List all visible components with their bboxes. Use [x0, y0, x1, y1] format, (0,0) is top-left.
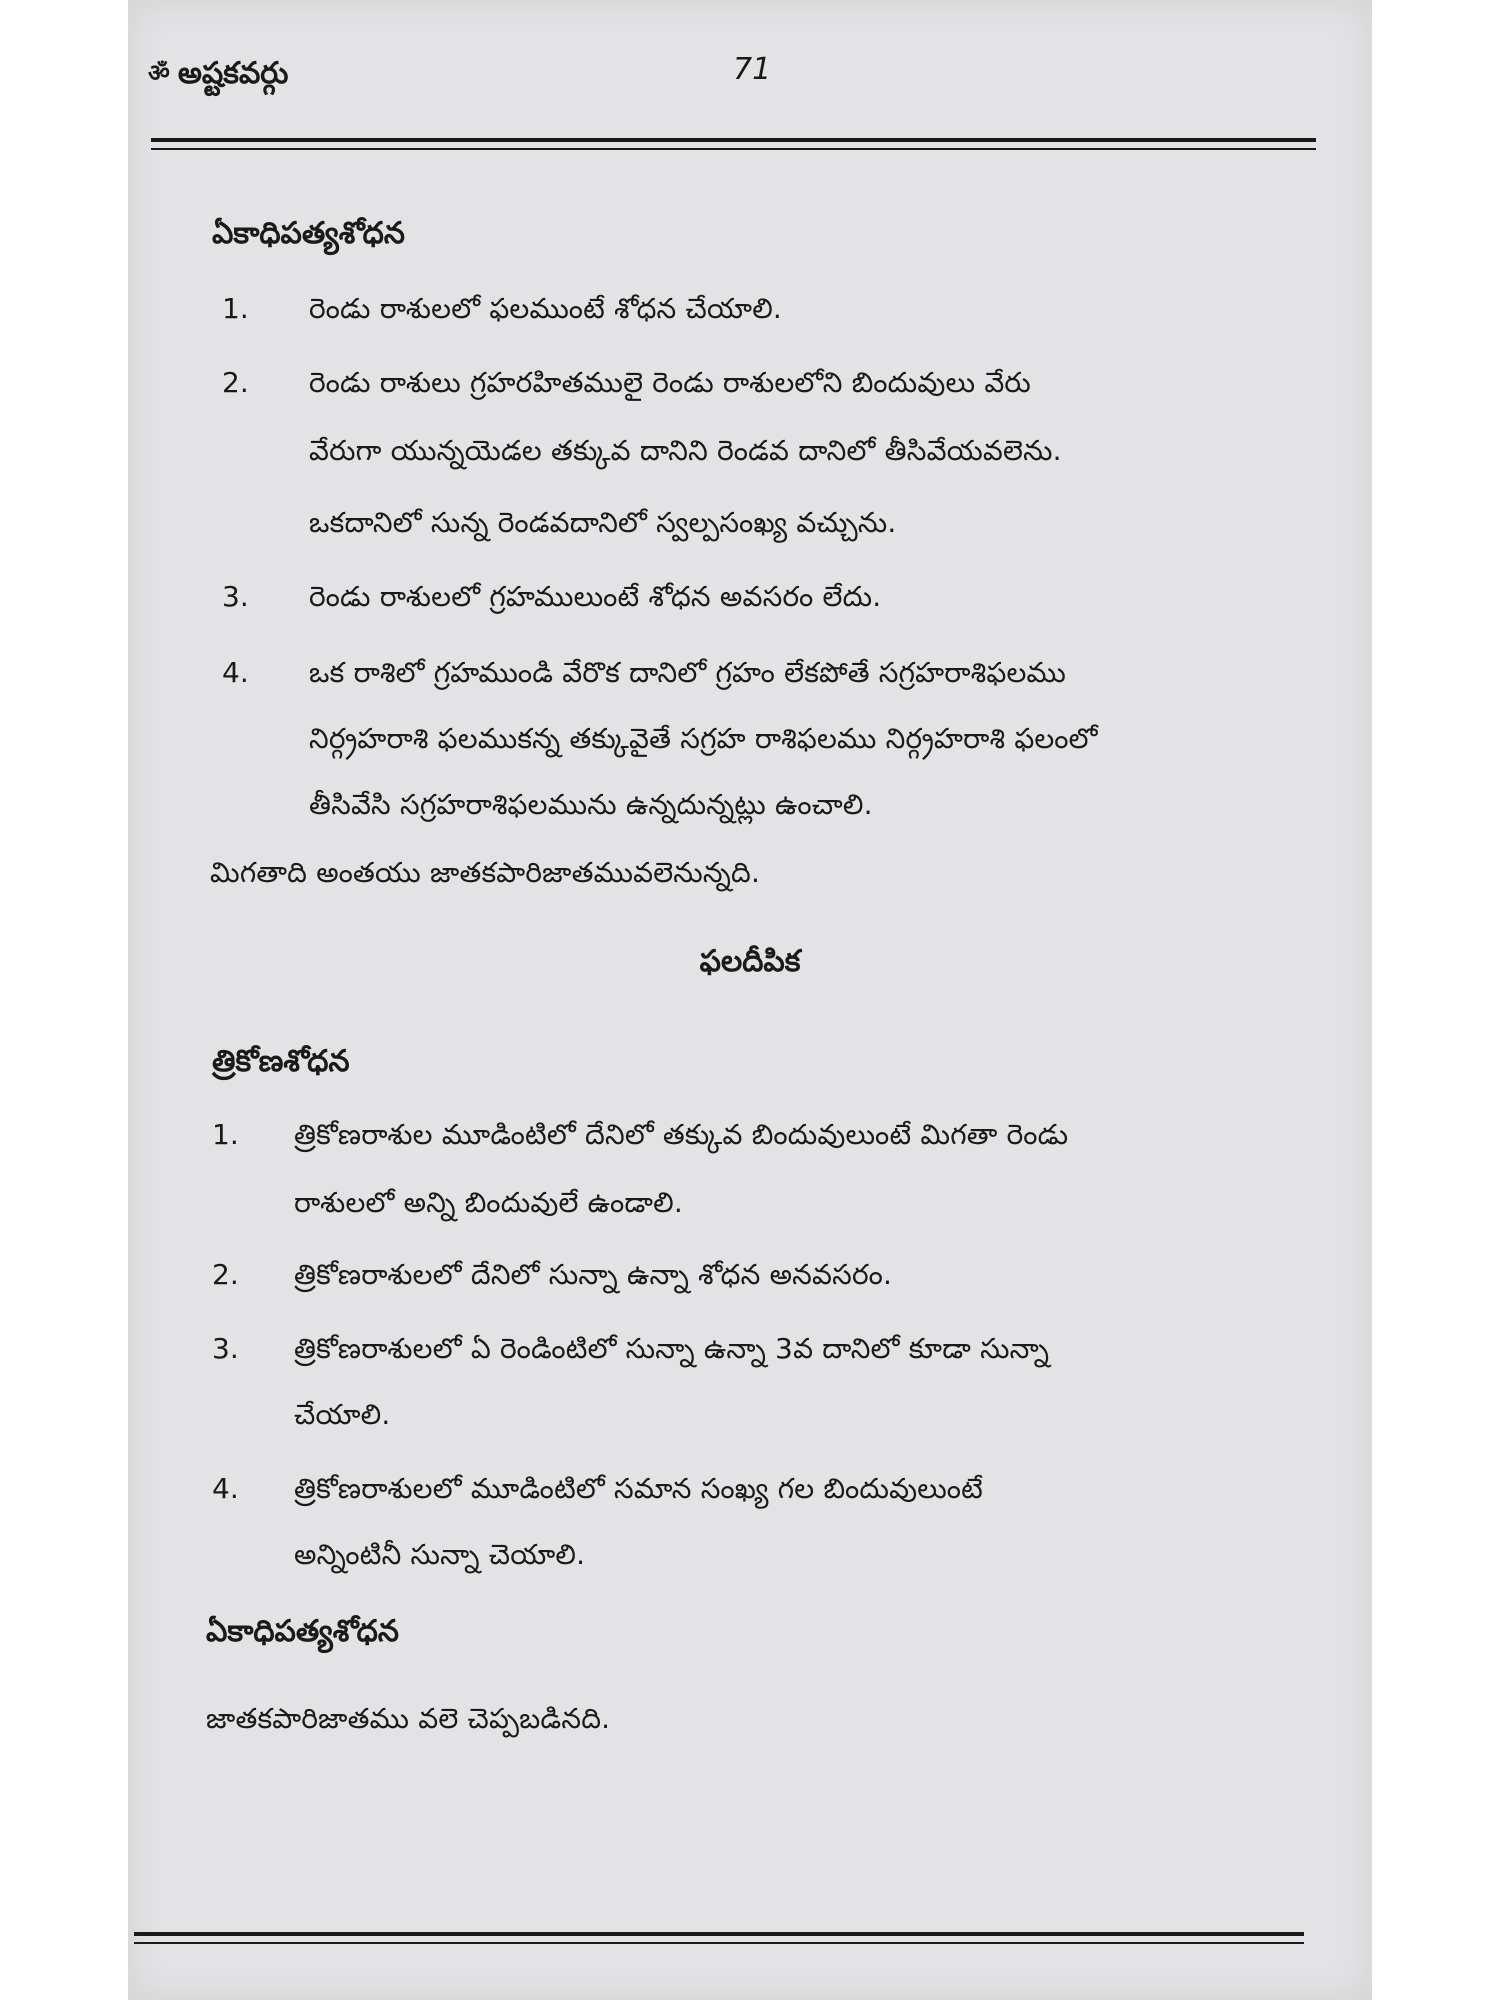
item-text-line: నిర్గ్రహరాశి ఫలముకన్న తక్కువైతే సగ్రహ రాశిఫలము నిర్గ్రహరాశి ఫలంలో — [309, 722, 1098, 755]
header-rule-thick — [151, 138, 1316, 142]
item-text-line: రెండు రాశులు గ్రహరహితములై రెండు రాశులలోని బిందువులు వేరు — [309, 366, 1031, 399]
item-text-line: అన్నింటినీ సున్నా చెయాలి. — [294, 1538, 586, 1571]
item-text-line: త్రికోణరాశులలో దేనిలో సున్నా ఉన్నా శోధన అనవసరం. — [294, 1258, 893, 1291]
footer-rule-thick — [134, 1932, 1304, 1936]
section-heading: ఏకాధిపత్యశోధన — [212, 216, 405, 251]
item-text-line: త్రికోణరాశులలో మూడింటిలో సమాన సంఖ్య గల బిందువులుంటే — [294, 1472, 983, 1505]
item-text-line: తీసివేసి సగ్రహరాశిఫలమును ఉన్నదున్నట్లు ఉంచాలి. — [309, 788, 873, 821]
item-text-line: రెండు రాశులలో గ్రహములుంటే శోధన అవసరం లేదు. — [309, 580, 882, 613]
item-text-line: ఒకదానిలో సున్న రెండవదానిలో స్వల్పసంఖ్య వచ్చును. — [309, 506, 897, 539]
item-text-line: త్రికోణరాశులలో ఏ రెండింటిలో సున్నా ఉన్నా 3వ దానిలో కూడా సున్నా — [294, 1332, 1050, 1365]
section-heading: ఏకాధిపత్యశోధన — [206, 1614, 399, 1649]
page-number: 71 — [733, 52, 772, 87]
item-text-line: రాశులలో అన్ని బిందువులే ఉండాలి. — [294, 1186, 683, 1219]
item-number: 1. — [212, 1118, 239, 1151]
item-text-line: చేయాలి. — [294, 1398, 391, 1431]
item-text-line: ఒక రాశిలో గ్రహముండి వేరొక దానిలో గ్రహం లేకపోతే సగ్రహరాశిఫలము — [309, 656, 1067, 689]
item-text-line: రెండు రాశులలో ఫలముంటే శోధన చేయాలి. — [309, 292, 783, 325]
item-number: 3. — [212, 1332, 239, 1365]
book-title: అష్టకవర్గు — [177, 56, 289, 91]
om-ornament-icon: ॐ — [148, 59, 170, 87]
section-title: ఫలదీపిక — [699, 944, 801, 979]
header-rule-thin — [151, 148, 1316, 150]
running-head — [148, 56, 288, 98]
item-number: 4. — [222, 656, 249, 689]
closing-paragraph: మిగతాది అంతయు జాతకపారిజాతమువలెనున్నది. — [210, 856, 761, 889]
item-number: 2. — [212, 1258, 239, 1291]
section-subheading: త్రికోణశోధన — [212, 1044, 350, 1079]
footer-rule-thin — [134, 1942, 1304, 1944]
item-number: 3. — [222, 580, 249, 613]
item-text-line: త్రికోణరాశుల మూడింటిలో దేనిలో తక్కువ బిందువులుంటే మిగతా రెండు — [294, 1118, 1069, 1151]
item-number: 2. — [222, 366, 249, 399]
item-number: 4. — [212, 1472, 239, 1505]
item-text-line: వేరుగా యున్నయెడల తక్కువ దానిని రెండవ దానిలో తీసివేయవలెను. — [309, 434, 1062, 467]
item-number: 1. — [222, 292, 249, 325]
closing-paragraph: జాతకపారిజాతము వలె చెప్పబడినది. — [206, 1702, 611, 1735]
